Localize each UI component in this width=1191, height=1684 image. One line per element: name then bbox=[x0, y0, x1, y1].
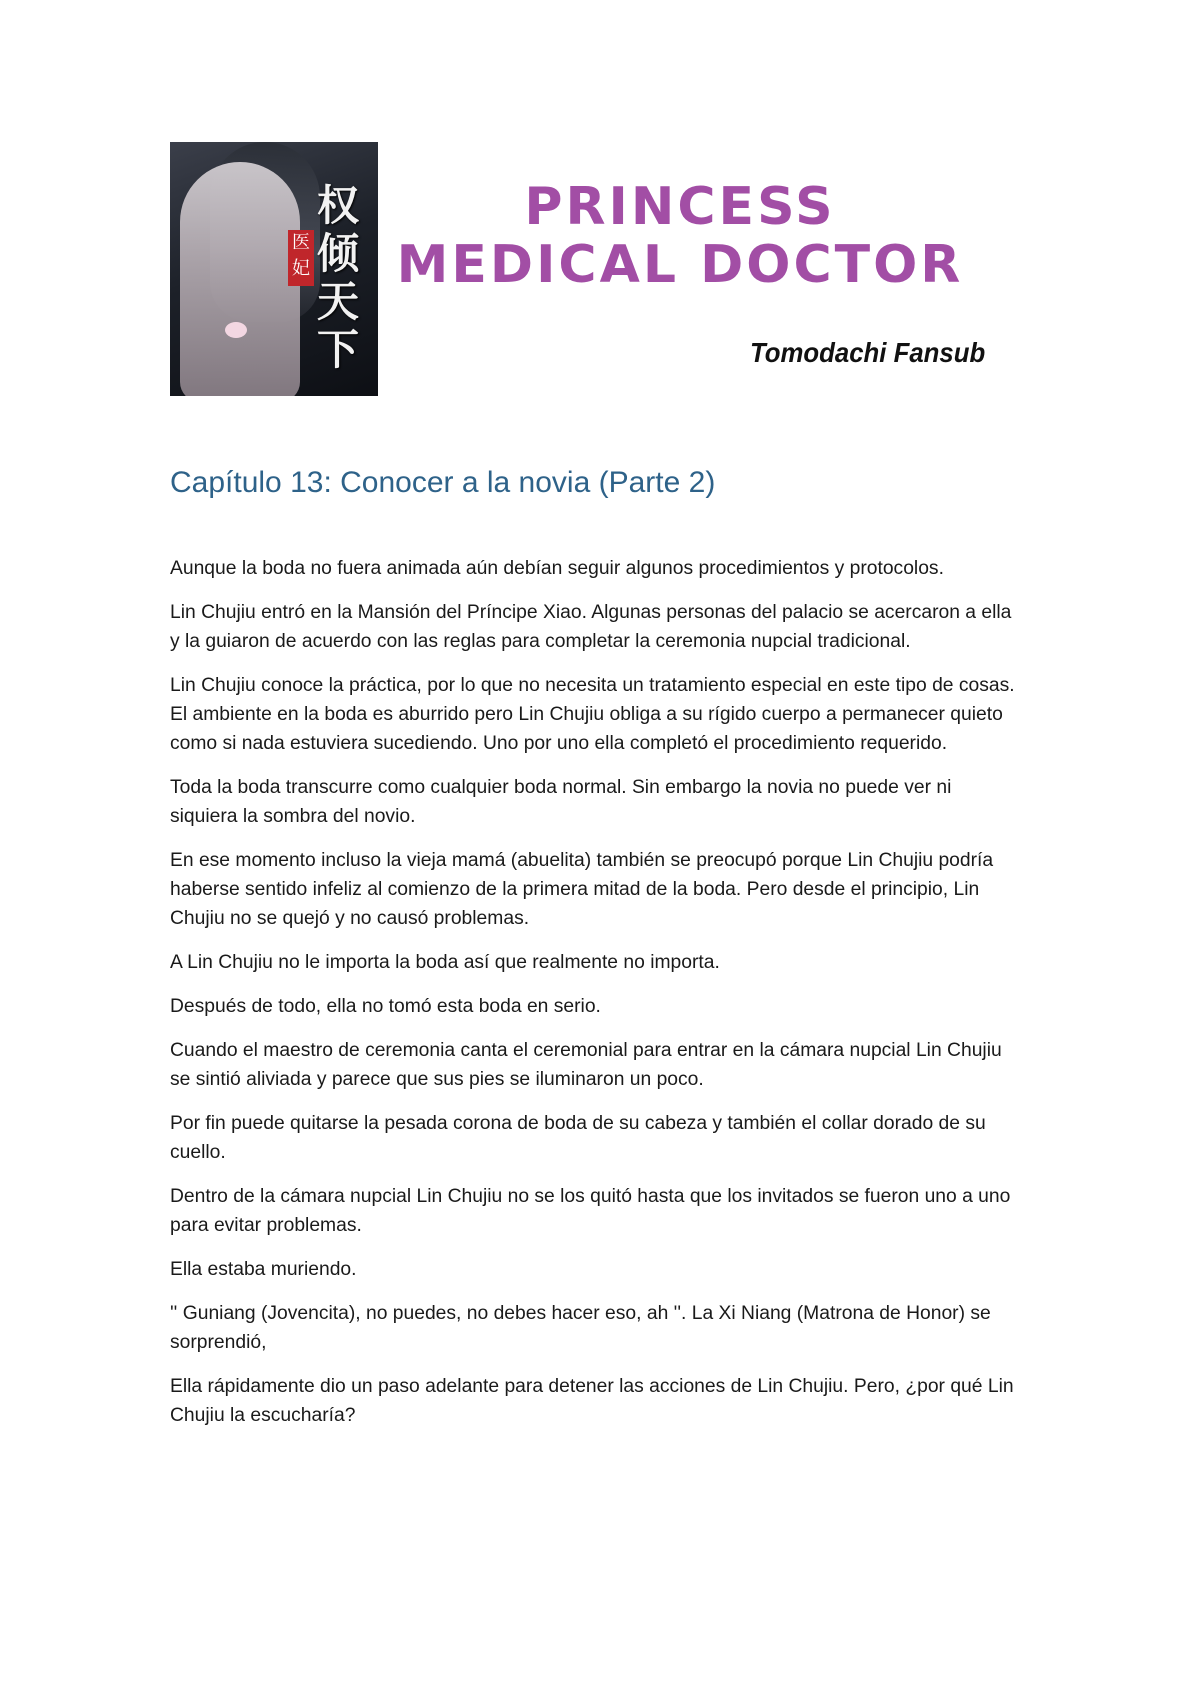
paragraph: Dentro de la cámara nupcial Lin Chujiu no se los quitó hasta que los invitados se fueron uno a uno para evitar problemas. bbox=[170, 1186, 1011, 1236]
paragraph: A Lin Chujiu no le importa la boda así que realmente no importa. bbox=[170, 952, 720, 973]
fansub-credit: Tomodachi Fansub bbox=[750, 337, 986, 368]
paragraph: Aunque la boda no fuera animada aún debían seguir algunos procedimientos y protocolos. bbox=[170, 558, 944, 579]
cover-seal: 医妃 bbox=[288, 230, 314, 286]
paragraph: Lin Chujiu conoce la práctica, por lo que no necesita un tratamiento especial en este tipo de cosas. El ambiente en la boda es aburrido pero Lin Chujiu obliga a su rígido cuerpo a permanecer quieto como si nada estuviera sucediendo. Uno por uno ella completó el procedimiento requerido. bbox=[170, 675, 1015, 754]
paragraph: Por fin puede quitarse la pesada corona de boda de su cabeza y también el collar dorado de su cuello. bbox=[170, 1113, 986, 1163]
paragraph: Lin Chujiu entró en la Mansión del Príncipe Xiao. Algunas personas del palacio se acercaron a ella y la guiaron de acuerdo con las reglas para completar la ceremonia nupcial tradicional. bbox=[170, 602, 1012, 652]
paragraph: Ella rápidamente dio un paso adelante para detener las acciones de Lin Chujiu. Pero, ¿por qué Lin Chujiu la escucharía? bbox=[170, 1376, 1014, 1426]
series-title-line1: PRINCESS bbox=[524, 177, 836, 237]
chapter-body bbox=[170, 554, 1020, 1445]
paragraph: Ella estaba muriendo. bbox=[170, 1259, 357, 1280]
paragraph: Cuando el maestro de ceremonia canta el ceremonial para entrar en la cámara nupcial Lin Chujiu se sintió aliviada y parece que sus pies se iluminaron un poco. bbox=[170, 1040, 1002, 1090]
series-title bbox=[395, 178, 965, 294]
paragraph: Después de todo, ella no tomó esta boda en serio. bbox=[170, 996, 601, 1017]
paragraph: Toda la boda transcurre como cualquier boda normal. Sin embargo la novia no puede ver ni siquiera la sombra del novio. bbox=[170, 777, 952, 827]
book-cover-image bbox=[170, 142, 378, 396]
paragraph: '' Guniang (Jovencita), no puedes, no debes hacer eso, ah ''. La Xi Niang (Matrona de Honor) se sorprendió, bbox=[170, 1303, 991, 1353]
series-title-line2: MEDICAL DOCTOR bbox=[396, 235, 964, 295]
paragraph: En ese momento incluso la vieja mamá (abuelita) también se preocupó porque Lin Chujiu podría haberse sentido infeliz al comienzo de la primera mitad de la boda. Pero desde el principio, Lin Chujiu no se quejó y no causó problemas. bbox=[170, 850, 994, 929]
cover-petal-shape bbox=[225, 322, 247, 338]
cover-figure-shape bbox=[180, 162, 300, 396]
cover-calligraphy: 权倾天下 bbox=[316, 181, 359, 374]
chapter-title: Capítulo 13: Conocer a la novia (Parte 2) bbox=[170, 466, 716, 499]
